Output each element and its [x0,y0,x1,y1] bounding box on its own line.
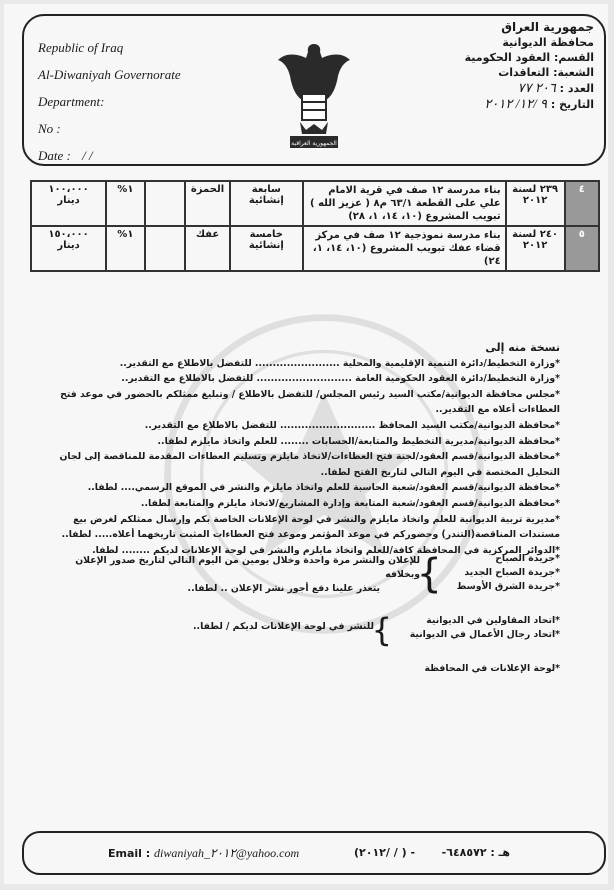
letterhead-arabic [465,20,594,112]
amount: ١٠٠،٠٠٠ دينار [31,181,106,226]
list-item: *وزارة التخطيط/دائرة العقود الحكومية العامة ........................... للتفضل بالاطلاع مع التقدير.. [121,373,560,385]
newspaper-list [457,552,560,594]
email-label: Email : [108,847,151,860]
document-page [4,4,608,884]
union-note: للنشر في لوحة الإعلانات لديكم / لطفا.. [193,621,374,632]
contractor-category: خامسة إنشائية [230,226,303,271]
blank-cell [145,181,186,226]
list-item: *وزارة التخطيط/دائرة التنمية الإقليمية والمحلية ........................ للتفضل بالاطلاع مع التقدير.. [119,357,560,369]
list-item: *جريدة الصباح [495,553,560,564]
district: عفك [185,226,230,271]
copy-to-title: نسخة منه إلى [485,341,560,354]
date-value-ar: ٩ /١٢/ ٢٠١٢ [484,96,548,111]
letterhead-english [38,34,181,169]
project-description: بناء مدرسة ١٢ صف في قرية الامام علي على القطعة ٦٣/١ م٨ ( عزيز الله ) تبويب المشروع (١٠، ١٤، ١، ٢٨) [303,181,506,226]
emblem-text: الجمهورية العراقية [291,140,337,147]
list-item: *محافظة الديوانية/قسم العقود/لجنة فتح العطاءات/لاتخاذ مايلزم وتسليم العطاءات المقدمة للمناقصة إلى لجان التحليل المختصة في اليوم التالي لتاريخ الفتح لطفا.. [59,451,560,478]
department-label-en: Department: [38,94,105,109]
newspaper-note [40,554,420,596]
number-row-ar [465,80,594,96]
list-item: *الدوائر المركزية في المحافظة كافة/للعلم واتخاذ مايلزم والنشر في لوحة الإعلانات لديكم ........ لطفا. [92,544,560,556]
union-list [410,614,560,642]
date-label-ar: التاريخ : [550,98,594,111]
email-value: diwaniyah_٢٠١٢@yahoo.com [154,846,300,860]
project-description: بناء مدرسة نموذجية ١٢ صف في مركز قضاء عفك تبويب المشروع (١٠، ١٤، ١، ٢٤) [303,226,506,271]
number-label-en: No : [38,121,61,136]
eagle-emblem-icon [276,38,352,156]
list-item: *محافظة الديوانية/مكتب السيد المحافظ ........................... للتفضل بالاطلاع مع التقدير.. [144,419,560,431]
table-row [31,181,599,226]
footer-phone: هـ : ٦٤٨٥٧٢- [441,846,510,859]
list-item: *مجلس محافظة الديوانية/مكتب السيد رئيس المجلس/ للتفضل بالاطلاع / وتبليغ ممثلكم بالحضور في موعد فتح العطاءات أعلاه مع التقدير.. [60,388,560,416]
governorate-ar: محافظة الديوانية [502,36,594,49]
governorate-en: Al-Diwaniyah Governorate [38,67,181,82]
percent: ١% [106,226,145,271]
row-number: ٤ [565,181,599,226]
tender-year: ٢٣٩ لسنة ٢٠١٢ [506,181,565,226]
list-item: *محافظة الديوانية/قسم العقود/شعبة الحاسبة للعلم واتخاذ مايلزم والنشر في الموقع الرسمي.... لطفا.. [87,482,560,494]
newspaper-note-line-1: للإعلان والنشر مرة واحدة وخلال يومين من اليوم التالي لتاريخ صدور الإعلان وبخلافه [75,555,420,580]
list-item: *مديرية تربية الديوانية للعلم واتخاذ مايلزم والنشر في لوحة الإعلانات الخاصة بكم وإرسال ممثلكم لغرض بيع مستندات المناقصة(التندر) وحضوركم في موعد المؤتمر وموعد فتح العطاءات المثبت تاريخهما أعلاه..... لطفا.. [61,513,560,541]
copy-to-list [40,340,560,558]
footer-box [22,831,606,875]
tender-year: ٢٤٠ لسنة ٢٠١٢ [506,226,565,271]
newspaper-note-line-2: يتعذر علينا دفع أجور نشر الإعلان .. لطفا.. [187,583,380,594]
district: الحمزة [185,181,230,226]
number-value-ar: ٢٠٦ ٧٧ [517,80,556,95]
number-label-ar: العدد : [559,82,594,95]
list-item: *جريدة الصباح الجديد [464,567,560,578]
list-item: *اتحاد المقاولين في الديوانية [426,615,560,626]
country-ar: جمهورية العراق [501,20,594,34]
union-brace: } [371,611,392,649]
newspaper-brace: } [416,551,442,597]
amount: ١٥٠،٠٠٠ دينار [31,226,106,271]
distribution-block [40,552,560,692]
list-item: *محافظة الديوانية/قسم العقود/شعبة المتابعة وإدارة المشاريع/لاتخاذ مايلزم والمتابعة لطفا.. [140,497,560,509]
row-number: ٥ [565,226,599,271]
date-row-ar [465,96,594,112]
percent: ١% [106,181,145,226]
date-slashes-en: / / [82,148,93,163]
date-row-en [38,142,181,169]
list-item: *جريدة الشرق الأوسط [456,581,560,592]
date-label-en: Date : [38,148,71,163]
section-ar: الشعبة: التعاقدات [498,66,594,79]
footer-date: (٢٠١٢/ / ) - [354,846,416,859]
board-line: *لوحة الإعلانات في المحافظة [424,663,560,674]
department-ar: القسم: العقود الحكومية [464,51,594,64]
blank-cell [145,226,186,271]
footer-email [108,846,299,861]
country-en: Republic of Iraq [38,40,124,55]
tender-table [30,180,600,272]
contractor-category: سابعة إنشائية [230,181,303,226]
list-item: *محافظة الديوانية/مديرية التخطيط والمتابعة/الحسابات ........ للعلم واتخاذ مايلزم لطفا.. [157,435,560,447]
letterhead-box [22,14,606,166]
list-item: *اتحاد رجال الأعمال في الديوانية [409,629,560,640]
table-row [31,226,599,271]
